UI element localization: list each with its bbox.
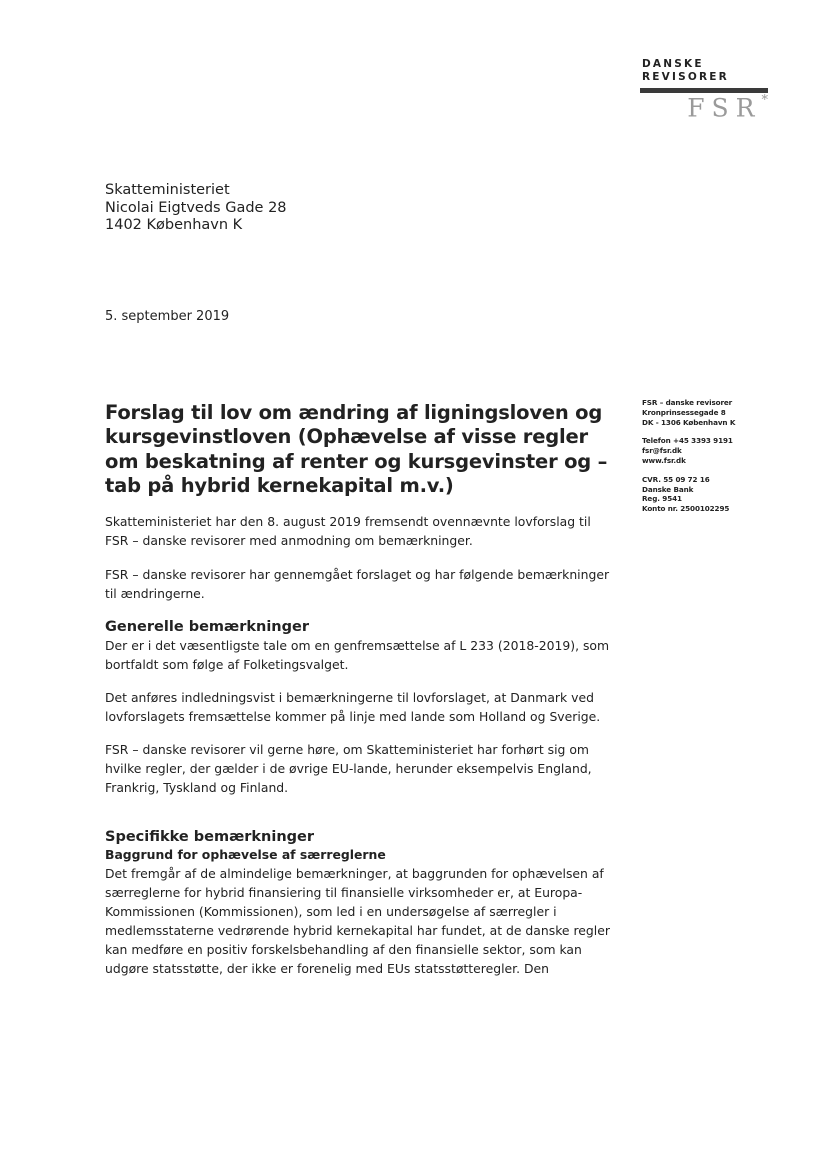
logo-fsr-text: FSR	[687, 93, 762, 123]
intro-paragraph-2: FSR – danske revisorer har gennemgået forslaget og har følgende bemærkninger til ændringerne.	[105, 567, 610, 601]
specific-subheading: Baggrund for ophævelse af særreglerne	[105, 847, 386, 862]
sender-name: FSR – danske revisorer	[642, 398, 733, 407]
sender-cvr: CVR. 55 09 72 16	[642, 474, 710, 484]
sender-email: fsr@fsr.dk	[642, 446, 682, 456]
recipient-street: Nicolai Eigtveds Gade 28	[105, 199, 287, 216]
sender-contact-block	[642, 398, 782, 523]
logo-fsr-mark	[640, 92, 768, 123]
recipient-address	[105, 182, 287, 235]
intro-paragraph-1: Skatteministeriet har den 8. august 2019 fremsendt ovennævnte lovforslag til FSR – danske revisorer med anmodning om bemærkninger.	[105, 514, 591, 548]
general-paragraph-1: Der er i det væsentligste tale om en genfremsættelse af L 233 (2018-2019), som bortfaldt som følge af Folketingsvalget.	[105, 638, 610, 672]
fsr-logo	[640, 58, 768, 123]
specific-paragraph-1: Det fremgår af de almindelige bemærkninger, at baggrunden for ophævelsen af særreglerne for hybrid finansiering til finansielle virksomheder er, at Europa-Kommissionen (Kommissionen), som led i en undersøgelse af særregler i medlemsstaterne vedrørende hybrid kernekapital har fundet, at de danske regler kan medføre en positiv forskelsbehandling af den finansielle sektor, som kan udgøre statsstøtte, der ikke er forenelig med EUs statsstøtteregler. Den	[105, 866, 610, 976]
letter-title: Forslag til lov om ændring af ligningsloven og kursgevinstloven (Ophævelse af visse regler om beskatning af renter og kursgevinster og – tab på hybrid kernekapital m.v.)	[105, 401, 608, 497]
sender-web: www.fsr.dk	[642, 455, 686, 465]
recipient-name: Skatteministeriet	[105, 182, 230, 198]
general-paragraph-3: FSR – danske revisorer vil gerne høre, om Skatteministeriet har forhørt sig om hvilke regler, der gælder i de øvrige EU-lande, herunder eksempelvis England, Frankrig, Tyskland og Finland.	[105, 742, 592, 795]
letter-date: 5. september 2019	[105, 309, 230, 324]
sender-city: DK - 1306 København K	[642, 417, 736, 427]
sender-reg: Reg. 9541	[642, 494, 682, 504]
recipient-city: 1402 København K	[105, 217, 243, 233]
sender-street: Kronprinsessegade 8	[642, 407, 726, 417]
logo-star: *	[761, 93, 768, 108]
specific-heading: Specifikke bemærkninger	[105, 829, 315, 845]
logo-line-revisorer: REVISORER	[642, 71, 729, 83]
general-paragraph-2: Det anføres indledningsvist i bemærkningerne til lovforslaget, at Danmark ved lovforslagets fremsættelse kommer på linje med lande som Holland og Sverige.	[105, 690, 601, 724]
sender-account: Konto nr. 2500102295	[642, 504, 730, 514]
general-heading: Generelle bemærkninger	[105, 619, 309, 635]
logo-line-danske: DANSKE	[642, 58, 704, 70]
sender-bank: Danske Bank	[642, 484, 694, 494]
sender-phone: Telefon +45 3393 9191	[642, 436, 733, 446]
